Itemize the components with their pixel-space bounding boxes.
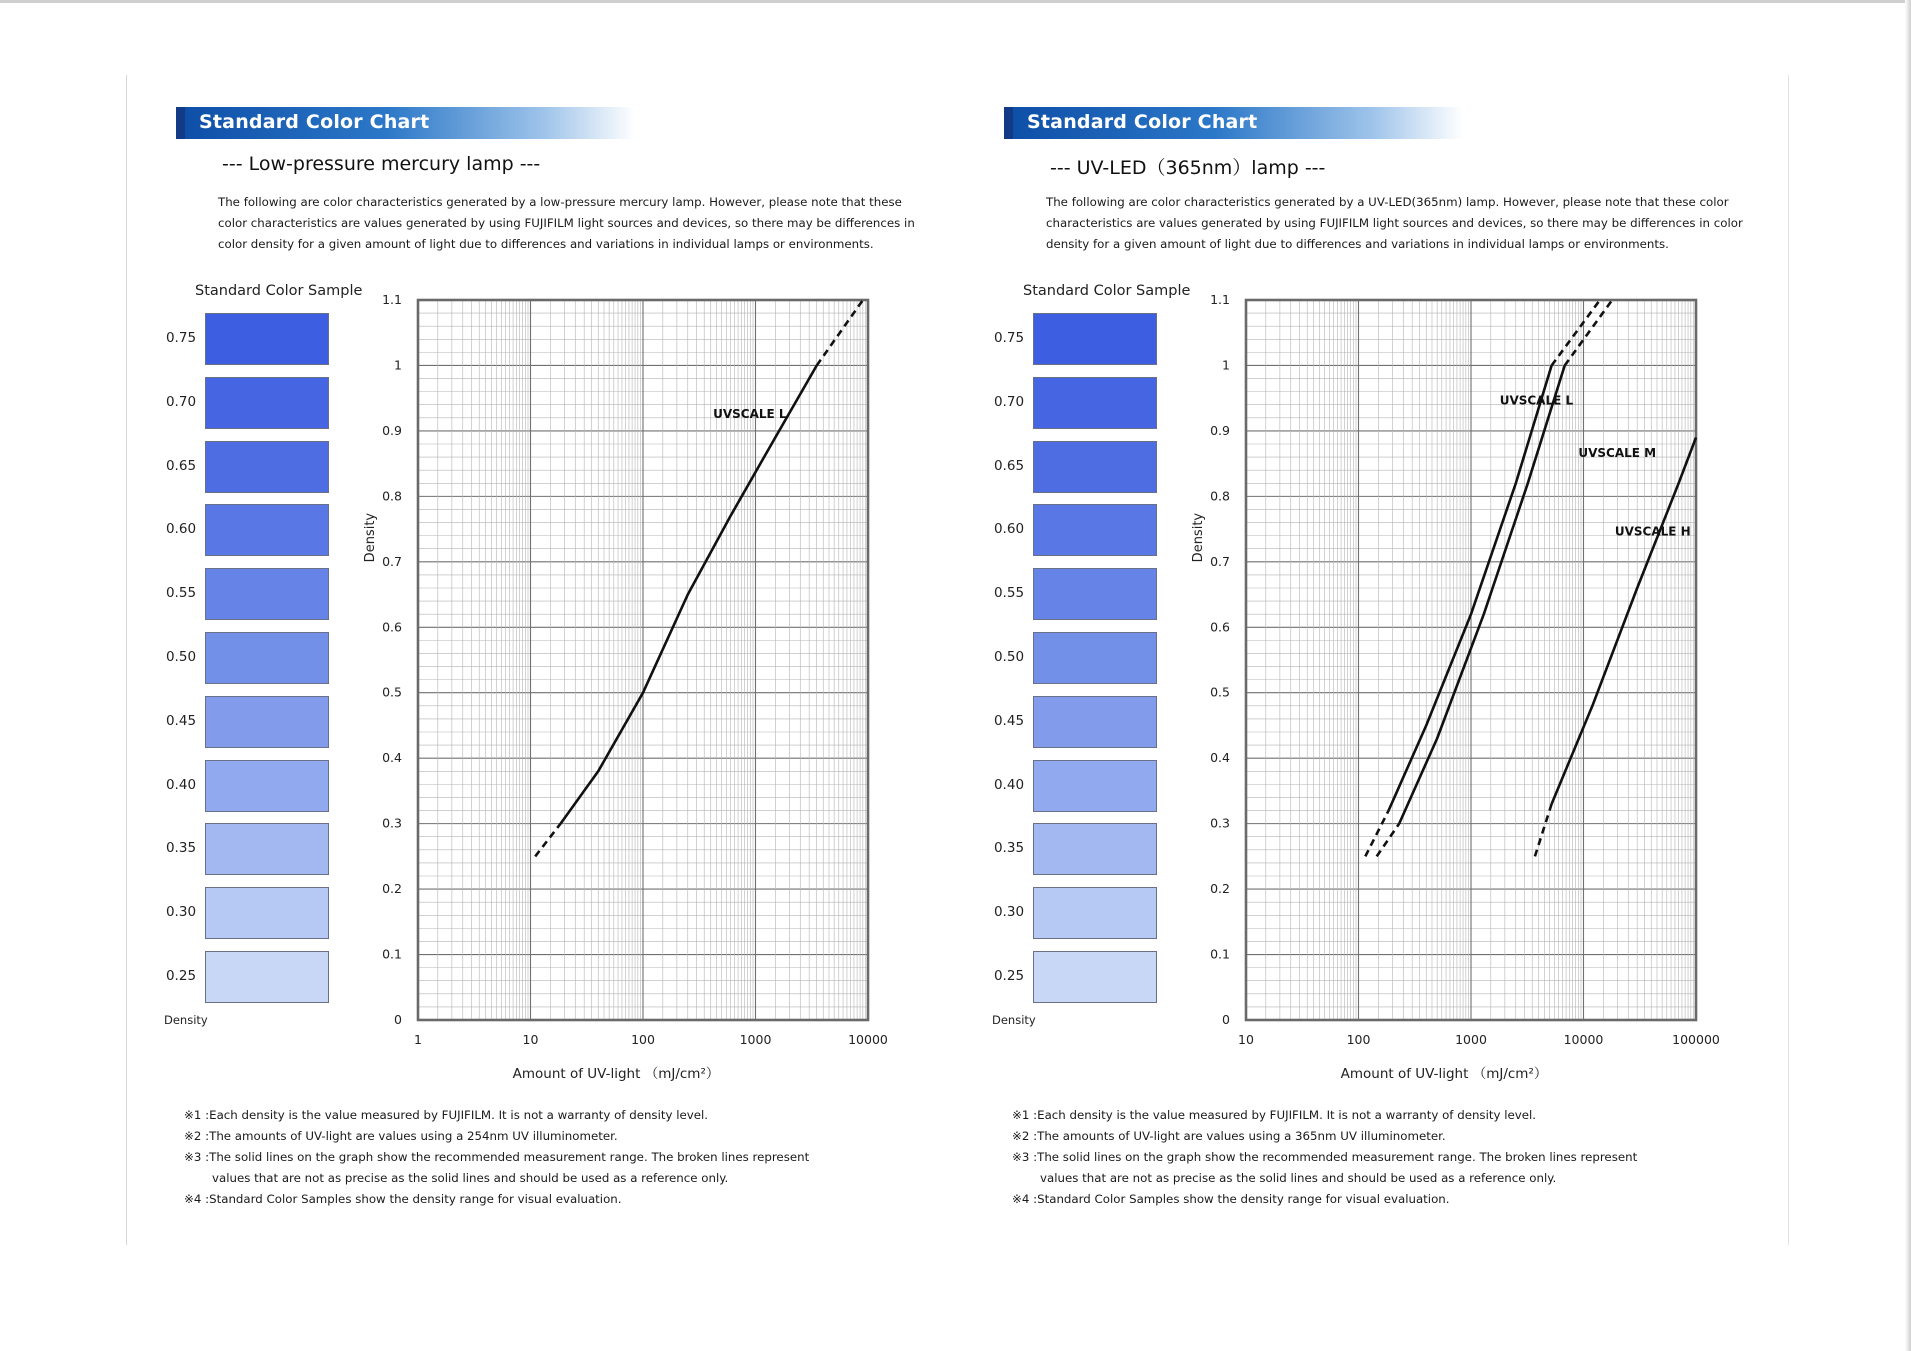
banner-title: Standard Color Chart — [199, 111, 430, 133]
swatch-density-label: 0.30 — [993, 904, 1025, 921]
intro-paragraph: The following are color characteristics generated by a UV-LED(365nm) lamp. However, please note that these color characteristics are values generated by using FUJIFILM light sources and devices, so there may be differences in color density for a given amount of light due to differences and variations in individual lamps or environments. — [1046, 195, 1743, 251]
swatch-density-label: 0.60 — [165, 521, 197, 538]
y-axis-label: Density — [1191, 512, 1206, 563]
x-axis-label: Amount of UV-light （mJ/cm²） — [512, 1066, 720, 1082]
footnote: ※1 :Each density is the value measured by FUJIFILM. It is not a warranty of density level. — [184, 1108, 709, 1122]
color-swatch — [205, 951, 329, 1003]
y-tick-label: 0.8 — [382, 488, 402, 504]
lamp-subtitle: --- Low-pressure mercury lamp --- — [222, 153, 541, 175]
swatch-density-label: 0.75 — [993, 330, 1025, 346]
footnote: ※2 :The amounts of UV-light are values using a 254nm UV illuminometer. — [184, 1129, 618, 1143]
series-label: UVSCALE L — [1499, 393, 1574, 408]
color-swatch — [205, 377, 329, 429]
series-solid-line — [1399, 366, 1565, 824]
color-swatch — [205, 823, 329, 875]
panel-uv-led — [988, 0, 1848, 1260]
series-dashed-high — [817, 300, 863, 366]
footnote-continued: values that are not as precise as the solid lines and should be used as a reference only. — [1040, 1171, 1557, 1185]
x-tick-label: 1000 — [739, 1032, 772, 1047]
y-tick-label: 0.9 — [1210, 422, 1230, 438]
y-tick-label: 0.5 — [1210, 684, 1230, 700]
y-tick-label: 1 — [1222, 357, 1230, 373]
y-tick-label: 0.3 — [1210, 815, 1230, 831]
swatch-density-label: 0.35 — [993, 840, 1025, 857]
x-tick-label: 100 — [1346, 1032, 1371, 1047]
color-swatch — [1033, 696, 1157, 748]
y-axis-label: Density — [363, 512, 378, 563]
color-swatch — [1033, 568, 1157, 620]
series-curve — [1377, 300, 1656, 856]
y-tick-label: 0.6 — [382, 619, 402, 635]
color-swatch — [1033, 760, 1157, 812]
panel-low-pressure — [160, 0, 1020, 1260]
swatch-density-label: 0.60 — [993, 521, 1025, 538]
series-dashed-low — [535, 824, 560, 857]
y-tick-label: 1.1 — [1210, 292, 1230, 307]
lamp-subtitle: --- UV-LED（365nm）lamp --- — [1050, 157, 1326, 179]
footnotes — [184, 1105, 904, 1210]
y-tick-label: 0.9 — [382, 422, 402, 438]
sample-heading: Standard Color Sample — [1023, 283, 1191, 299]
color-swatch — [1033, 313, 1157, 365]
series-solid-line — [561, 366, 817, 824]
color-swatch — [1033, 504, 1157, 556]
series-dashed-low — [1377, 824, 1400, 857]
y-tick-label: 0.1 — [382, 946, 402, 962]
swatch-density-label: 0.55 — [993, 585, 1025, 602]
section-banner — [176, 107, 635, 139]
swatch-density-label: 0.65 — [993, 457, 1025, 474]
series-label: UVSCALE H — [1614, 524, 1691, 539]
color-swatch — [1033, 823, 1157, 875]
swatch-density-label: 0.70 — [165, 393, 197, 410]
color-swatch — [1033, 951, 1157, 1003]
footnote: ※1 :Each density is the value measured by FUJIFILM. It is not a warranty of density level. — [1012, 1108, 1537, 1122]
x-tick-label: 10000 — [1563, 1032, 1604, 1047]
series-label: UVSCALE L — [713, 406, 787, 421]
x-tick-label: 100000 — [1672, 1032, 1720, 1047]
y-tick-label: 1.1 — [382, 292, 402, 307]
swatch-density-label: 0.65 — [165, 457, 197, 474]
footnotes — [1012, 1105, 1732, 1210]
y-tick-label: 0.3 — [382, 815, 402, 831]
density-chart — [360, 280, 920, 1100]
color-swatch — [205, 504, 329, 556]
x-tick-label: 10000 — [848, 1032, 888, 1047]
sample-density-caption: Density — [992, 1013, 1036, 1027]
color-swatch — [205, 568, 329, 620]
swatch-density-label: 0.40 — [993, 776, 1025, 793]
color-swatch — [205, 313, 329, 365]
series-solid-line — [1552, 438, 1696, 805]
series-dashed-low — [1365, 811, 1388, 857]
series-dashed-high — [1565, 300, 1613, 366]
swatch-density-label: 0.35 — [165, 840, 197, 857]
y-tick-label: 0.7 — [1210, 553, 1230, 569]
swatch-density-label: 0.25 — [165, 968, 197, 984]
swatch-density-label: 0.55 — [165, 585, 197, 602]
y-tick-label: 0.2 — [382, 881, 402, 897]
y-tick-label: 0.5 — [382, 684, 402, 700]
y-tick-label: 0.6 — [1210, 619, 1230, 635]
x-tick-label: 1000 — [1455, 1032, 1487, 1047]
footnote: ※3 :The solid lines on the graph show the recommended measurement range. The broken lines represent — [1012, 1150, 1638, 1164]
y-tick-label: 0 — [394, 1012, 402, 1027]
color-swatch — [1033, 377, 1157, 429]
y-tick-label: 0.4 — [1210, 750, 1230, 766]
color-swatch — [1033, 887, 1157, 939]
color-swatch — [205, 632, 329, 684]
x-tick-label: 10 — [1238, 1032, 1254, 1047]
footnote: ※2 :The amounts of UV-light are values using a 365nm UV illuminometer. — [1012, 1129, 1446, 1143]
intro-paragraph: The following are color characteristics generated by a low-pressure mercury lamp. However, please note that these color characteristics are values generated by using FUJIFILM light sources and devices, so there may be differences in color density for a given amount of light due to differences and variations in individual lamps or environments. — [218, 195, 915, 251]
series-label: UVSCALE M — [1578, 446, 1657, 461]
sample-density-caption: Density — [164, 1013, 208, 1027]
footnote: ※3 :The solid lines on the graph show the recommended measurement range. The broken lines represent — [184, 1150, 810, 1164]
swatch-density-label: 0.50 — [993, 649, 1025, 665]
color-swatch — [1033, 441, 1157, 493]
section-banner — [1004, 107, 1463, 139]
density-chart — [1188, 280, 1748, 1100]
footnote: ※4 :Standard Color Samples show the density range for visual evaluation. — [184, 1192, 622, 1206]
swatch-density-label: 0.30 — [165, 904, 197, 921]
y-tick-label: 0.4 — [382, 750, 402, 766]
series-dashed-low — [1535, 804, 1552, 856]
footnote: ※4 :Standard Color Samples show the density range for visual evaluation. — [1012, 1192, 1450, 1206]
series-curve — [1535, 438, 1696, 857]
color-swatch — [1033, 632, 1157, 684]
x-tick-label: 1 — [414, 1032, 422, 1047]
color-swatch — [205, 696, 329, 748]
color-swatch — [205, 887, 329, 939]
x-tick-label: 10 — [522, 1032, 539, 1047]
banner-title: Standard Color Chart — [1027, 111, 1258, 133]
swatch-density-label: 0.75 — [165, 330, 197, 346]
y-tick-label: 0 — [1222, 1012, 1230, 1027]
footnote-continued: values that are not as precise as the solid lines and should be used as a reference only. — [212, 1171, 729, 1185]
swatch-density-label: 0.50 — [165, 649, 197, 665]
swatch-density-label: 0.70 — [993, 393, 1025, 410]
swatch-density-label: 0.25 — [993, 968, 1025, 984]
y-tick-label: 0.7 — [382, 553, 402, 569]
chart-grid — [418, 300, 868, 1020]
chart-grid — [1246, 300, 1696, 1020]
swatch-density-label: 0.45 — [165, 712, 197, 729]
y-tick-label: 1 — [394, 357, 402, 373]
color-swatch — [205, 441, 329, 493]
color-swatch — [205, 760, 329, 812]
swatch-density-label: 0.40 — [165, 776, 197, 793]
y-tick-label: 0.2 — [1210, 881, 1230, 897]
x-axis-label: Amount of UV-light （mJ/cm²） — [1340, 1066, 1548, 1082]
sample-heading: Standard Color Sample — [195, 283, 363, 299]
y-tick-label: 0.1 — [1210, 946, 1230, 962]
swatch-density-label: 0.45 — [993, 712, 1025, 729]
x-tick-label: 100 — [631, 1032, 655, 1047]
y-tick-label: 0.8 — [1210, 488, 1230, 504]
